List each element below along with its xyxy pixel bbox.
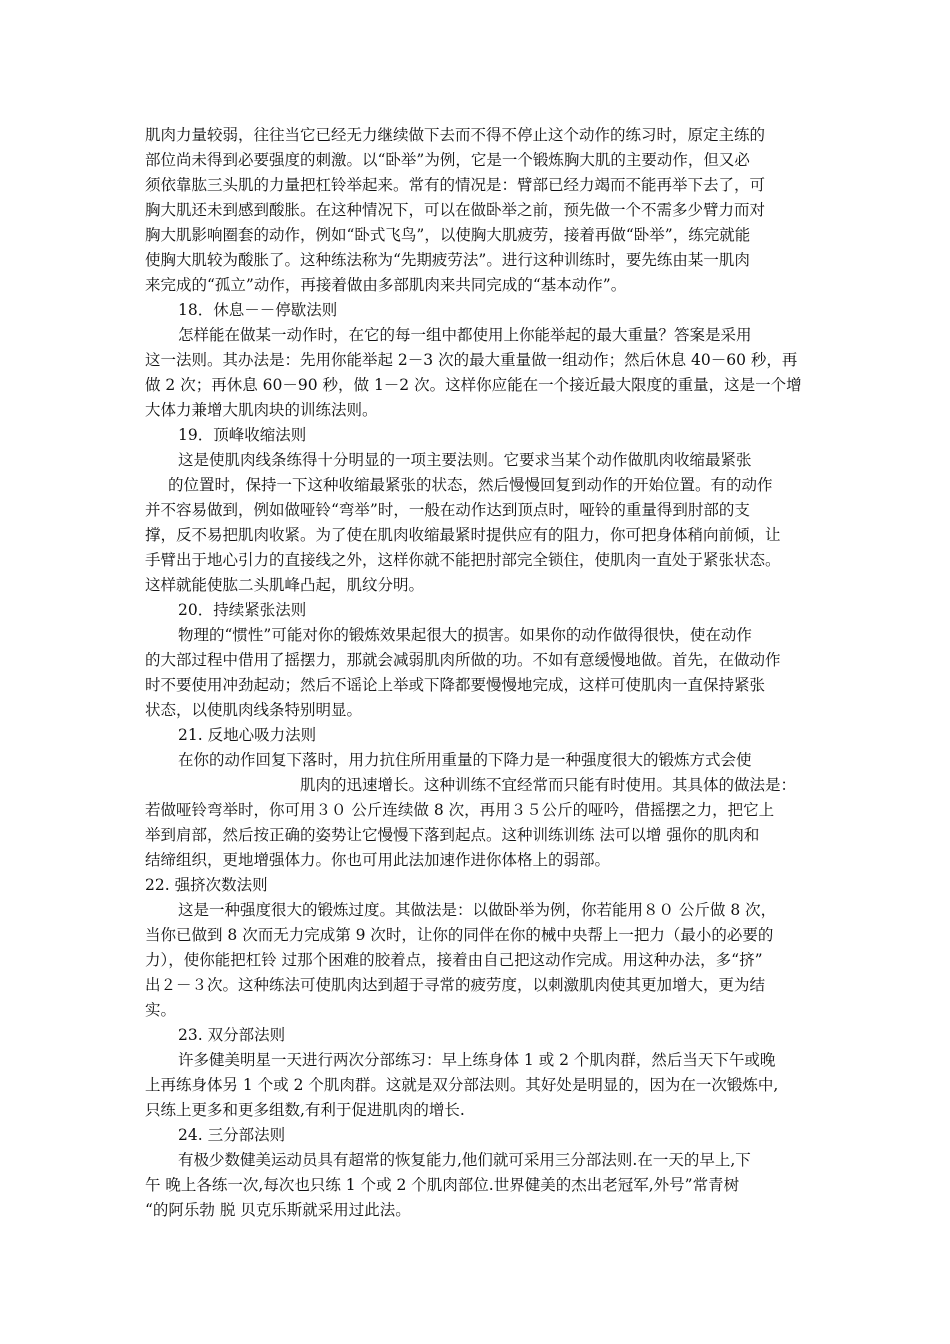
paragraph-line: “的阿乐勃 脱 贝克乐斯就采用过此法。: [145, 1201, 411, 1219]
section-heading: 18．休息－－停歇法则: [178, 301, 338, 319]
paragraph-line: 肌肉的迅速增长。这种训练不宜经常而只能有时使用。其具体的做法是：: [300, 776, 797, 794]
section-heading: 21. 反地心吸力法则: [178, 726, 317, 744]
paragraph-line: 的大部过程中借用了摇摆力，那就会减弱肌肉所做的功。不如有意缓慢地做。首先，在做动作: [145, 651, 781, 669]
paragraph-line: 怎样能在做某一动作时，在它的每一组中都使用上你能举起的最大重量？答案是采用: [178, 326, 752, 344]
paragraph-line: 上再练身体另 1 个或 2 个肌肉群。这就是双分部法则。其好处是明显的，因为在一次锻炼中,: [145, 1076, 779, 1094]
paragraph-line: 时不要使用冲劲起动；然后不谣论上举或下降都要慢慢地完成，这样可使肌肉一直保持紧张: [145, 676, 766, 694]
paragraph-line: 物理的“惯性”可能对你的锻炼效果起很大的损害。如果你的动作做得很快，使在动作: [178, 626, 752, 644]
section-heading: 20．持续紧张法则: [178, 601, 307, 619]
paragraph-line: 并不容易做到，例如做哑铃“弯举”时，一般在动作达到顶点时，哑铃的重量得到肘部的支: [145, 501, 750, 519]
paragraph-line: 须依靠肱三头肌的力量把杠铃举起来。常有的情况是：臂部已经力竭而不能再举下去了，可: [145, 176, 766, 194]
paragraph-line: 结缔组织，更地增强体力。你也可用此法加速作进你体格上的弱部。: [145, 851, 611, 869]
paragraph-line: 来完成的“孤立”动作，再接着做由多部肌肉来共同完成的“基本动作”。: [145, 276, 627, 294]
paragraph-line: 这一法则。其办法是：先用你能举起 2－3 次的最大重量做一组动作；然后休息 40－60 秒，再: [145, 351, 798, 369]
paragraph-line: 使胸大肌较为酸胀了。这种练法称为“先期疲劳法”。进行这种训练时，要先练由某一肌肉: [145, 251, 750, 269]
paragraph-line: 只练上更多和更多组数,有利于促进肌肉的增长.: [145, 1101, 465, 1119]
paragraph-line: 若做哑铃弯举时，你可用３０ 公斤连续做 8 次，再用３５公斤的哑吟，借摇摆之力，把它上: [145, 801, 775, 819]
paragraph-line: 在你的动作回复下落时，用力抗住所用重量的下降力是一种强度很大的锻炼方式会使: [178, 751, 752, 769]
paragraph-line: 出２－３次。这种练法可使肌肉达到超于寻常的疲劳度，以刺激肌肉使其更加增大，更为结: [145, 976, 766, 994]
paragraph-line: 手臂出于地心引力的直接线之外，这样你就不能把肘部完全锁住，使肌肉一直处于紧张状态。: [145, 551, 781, 569]
paragraph-line: 撑，反不易把肌肉收紧。为了使在肌肉收缩最紧时提供应有的阻力，你可把身体稍向前倾，让: [145, 526, 781, 544]
section-heading: 19．顶峰收缩法则: [178, 426, 307, 444]
paragraph-line: 肌肉力量较弱，往往当它已经无力继续做下去而不得不停止这个动作的练习时，原定主练的: [145, 126, 766, 144]
paragraph-line: 这样就能使肱二头肌峰凸起，肌纹分明。: [145, 576, 425, 594]
section-heading: 24. 三分部法则: [178, 1126, 286, 1144]
paragraph-line: 胸大肌还未到感到酸胀。在这种情况下，可以在做卧举之前，预先做一个不需多少臂力而对: [145, 201, 766, 219]
section-heading: 23. 双分部法则: [178, 1026, 286, 1044]
paragraph-line: 的位置时，保持一下这种收缩最紧张的状态，然后慢慢回复到动作的开始位置。有的动作: [168, 476, 773, 494]
paragraph-line: 许多健美明星一天进行两次分部练习：早上练身体 1 或 2 个肌肉群，然后当天下午或晚: [178, 1051, 776, 1069]
paragraph-line: 部位尚未得到必要强度的刺激。以“卧举”为例，它是一个锻炼胸大肌的主要动作，但又必: [145, 151, 750, 169]
paragraph-line: 做 2 次；再休息 60－90 秒，做 1－2 次。这样你应能在一个接近最大限度的重量，这是一个增: [145, 376, 802, 394]
paragraph-line: 胸大肌影响圈套的动作，例如“卧式飞鸟”，以使胸大肌疲劳，接着再做“卧举”，练完就能: [145, 226, 751, 244]
paragraph-line: 大体力兼增大肌肉块的训练法则。: [145, 401, 378, 419]
paragraph-line: 状态，以使肌肉线条特别明显。: [145, 701, 363, 719]
paragraph-line: 这是一种强度很大的锻炼过度。其做法是：以做卧举为例，你若能用８０ 公斤做 8 次，: [178, 901, 777, 919]
paragraph-line: 有极少数健美运动员具有超常的恢复能力,他们就可采用三分部法则.在一天的早上,下: [178, 1151, 751, 1169]
paragraph-line: 实。: [145, 1001, 177, 1019]
section-heading: 22. 强挤次数法则: [145, 876, 268, 894]
paragraph-line: 举到肩部，然后按正确的姿势让它慢慢下落到起点。这种训练训练 法可以增 强你的肌肉和: [145, 826, 760, 844]
paragraph-line: 力），使你能把杠铃 过那个困难的胶着点，接着由自己把这动作完成。用这种办法，多“挤”: [145, 951, 763, 969]
paragraph-line: 这是使肌肉线条练得十分明显的一项主要法则。它要求当某个动作做肌肉收缩最紧张: [178, 451, 752, 469]
paragraph-line: 午 晚上各练一次,每次也只练 1 个或 2 个肌肉部位.世界健美的杰出老冠军,外号”常青树: [145, 1176, 740, 1194]
paragraph-line: 当你已做到 8 次而无力完成第 9 次时，让你的同伴在你的械中央帮上一把力（最小的必要的: [145, 926, 774, 944]
